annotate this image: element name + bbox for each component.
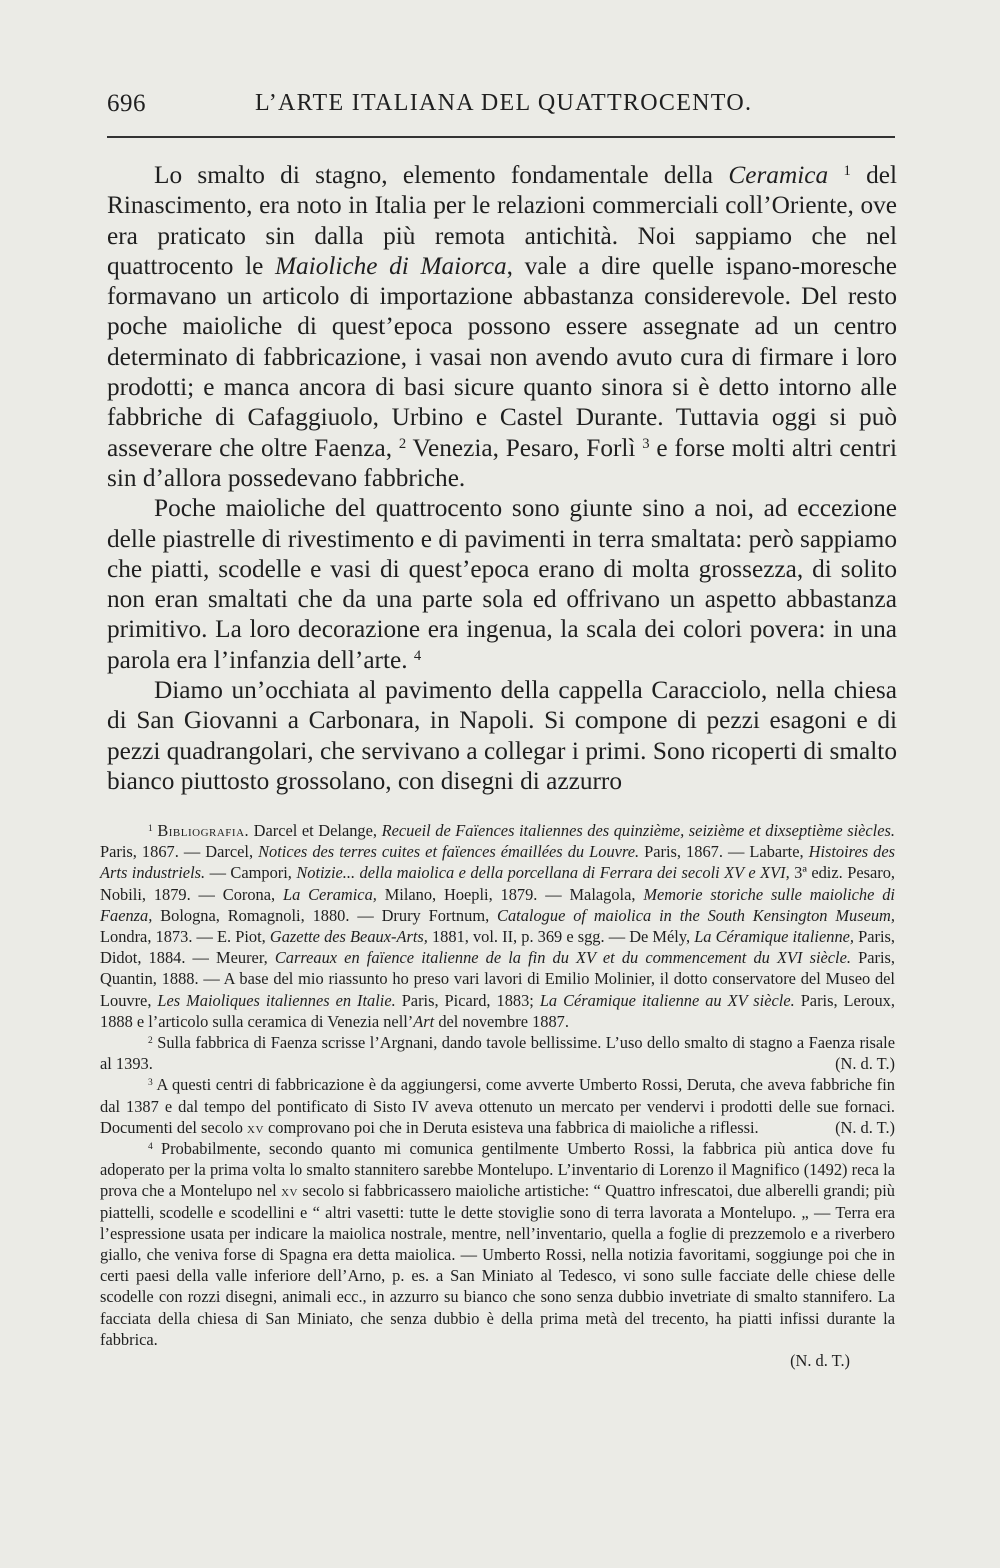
running-title: L’ARTE ITALIANA DEL QUATTROCENTO. bbox=[255, 90, 753, 116]
translator-note-mark: (N. d. T.) bbox=[790, 1351, 850, 1371]
footnote-3: $^3$ A questi centri di fabbricazione è da aggiungersi, come avverte Umberto Rossi, Deruta, che aveva fabbriche fin dal 1387 e dal tempo del pontificato di Sisto IV aveva ottenuto un mercato per vendervi i prodotti delle sue fornaci. Documenti del secolo xv comprovano poi che in Deruta esisteva una fabbrica di maioliche a riflessi. (N. d. T.) bbox=[100, 1075, 895, 1137]
paragraph-3: Diamo un’occhiata al pavimento della cappella Caracciolo, nella chiesa di San Giovanni a Carbonara, in Napoli. Si compone di pezzi esagoni e di pezzi quadrangolari, che servivano a collegar i primi. Sono ricoperti di smalto bianco piuttosto grossolano, con disegni di azzurro bbox=[107, 676, 897, 795]
footnotes bbox=[100, 820, 895, 1371]
main-text bbox=[107, 160, 897, 796]
paragraph-1: Lo smalto di stagno, elemento fondamentale della Ceramica $^1$ del Rinascimento, era noto in Italia per le relazioni commerciali coll’Oriente, ove era praticato sin dalla più remota antichità. Noi sappiamo che nel quattrocento le Maioliche di Maiorca, vale a dire quelle ispano-moresche formavano un articolo di importazione abbastanza considerevole. Del resto poche maioliche di quest’epoca possono essere assegnate ad un centro determinato di fabbricazione, i vasai non avendo avuto cura di firmare i loro prodotti; e manca ancora di basi sicure quanto sinora si è detto intorno alle fabbriche di Cafaggiuolo, Urbino e Castel Durante. Tuttavia oggi si può asseverare che oltre Faenza, $^2$ Venezia, Pesaro, Forlì $^3$ e forse molti altri centri sin d’allora possedevano fabbriche. bbox=[107, 161, 898, 492]
paragraph-2: Poche maioliche del quattrocento sono giunte sino a noi, ad eccezione delle piastrelle di rivestimento e di pavimenti in terra smaltata: però sappiamo che piatti, scodelle e vasi di quest’epoca erano di molta grossezza, di solito non eran smaltati che da una parte sola ed offrivano un aspetto abbastanza primitivo. La loro decorazione era ingenua, la scala dei colori povera: in una parola era l’infanzia dell’arte. $^4$ bbox=[107, 494, 897, 674]
translator-note-mark: (N. d. T.) bbox=[835, 1054, 895, 1074]
header-rule bbox=[107, 136, 895, 138]
footnote-4: $^4$ Probabilmente, secondo quanto mi comunica gentilmente Umberto Rossi, la fabbrica più antica dove fu adoperato per la prima volta lo smalto stannitero sarebbe Montelupo. L’inventario di Lorenzo il Magnifico (1492) reca la prova che a Montelupo nel xv secolo si fabbricassero maioliche artistiche: “ Quattro infrescatoi, due alberelli grandi; più piattelli, scodelle e scodellini e “ altri vasetti: tutte le dette stoviglie sono di terra lavorata a Montelupo. „ — Terra era l’espressione usata per indicare la maiolica nostrale, mentre, nell’inventario, quella a foglie di prezzemolo e a riverbero giallo, che veniva forse di Spagna era detta maiolica. — Umberto Rossi, nella notizia favoritami, soggiunge poi che in certi paesi della valle inferiore dell’Arno, p. es. a San Miniato al Tedesco, vi sono sulle facciate delle chiese delle scodelle con rozzi disegni, animali ecc., in azzurro su bianco che sono senza dubbio invetriate di smalto stannifero. La facciata della chiesa di San Miniato, che senza dubbio è della prima metà del trecento, ha piatti infissi durante la fabbrica. bbox=[100, 1139, 895, 1349]
footnote-1: $^1$ Bibliografia. Darcel et Delange, Recueil de Faïences italiennes des quinzième, seizième et dixseptième siècles. Paris, 1867. — Darcel, Notices des terres cuites et faïences émaillées du Louvre. Paris, 1867. — Labarte, Histoires des Arts industriels. — Campori, Notizie... della maiolica e della porcellana di Ferrara dei secoli XV e XVI, 3ª ediz. Pesaro, Nobili, 1879. — Corona, La Ceramica, Milano, Hoepli, 1879. — Malagola, Memorie storiche sulle maioliche di Faenza, Bologna, Romagnoli, 1880. — Drury Fortnum, Catalogue of maiolica in the South Kensington Museum, Londra, 1873. — E. Piot, Gazette des Beaux-Arts, 1881, vol. II, p. 369 e sgg. — De Mély, La Céramique italienne, Paris, Didot, 1884. — Meurer, Carreaux en faïence italienne de la fin du XV et du commencement du XVI siècle. Paris, Quantin, 1888. — A base del mio riassunto ho preso vari lavori di Emilio Molinier, il dotto conservatore del Museo del Louvre, Les Maioliques italiennes en Italie. Paris, Picard, 1883; La Céramique italienne au XV siècle. Paris, Leroux, 1888 e l’articolo sulla ceramica di Venezia nell’Art del novembre 1887. bbox=[100, 821, 896, 1031]
page-number: 696 bbox=[107, 90, 146, 117]
footnote-ref: 3 bbox=[642, 435, 650, 452]
translator-note-mark: (N. d. T.) bbox=[835, 1117, 895, 1137]
page-header bbox=[107, 90, 895, 130]
footnote-ref: 2 bbox=[398, 435, 407, 452]
footnote-2: $^2$ Sulla fabbrica di Faenza scrisse l’Argnani, dando tavole bellissime. L’uso dello smalto di stagno a Faenza risale al 1393. (N. d. T.) bbox=[100, 1033, 895, 1074]
footnote-ref: 1 bbox=[843, 162, 851, 179]
footnote-ref: 4 bbox=[413, 647, 422, 664]
